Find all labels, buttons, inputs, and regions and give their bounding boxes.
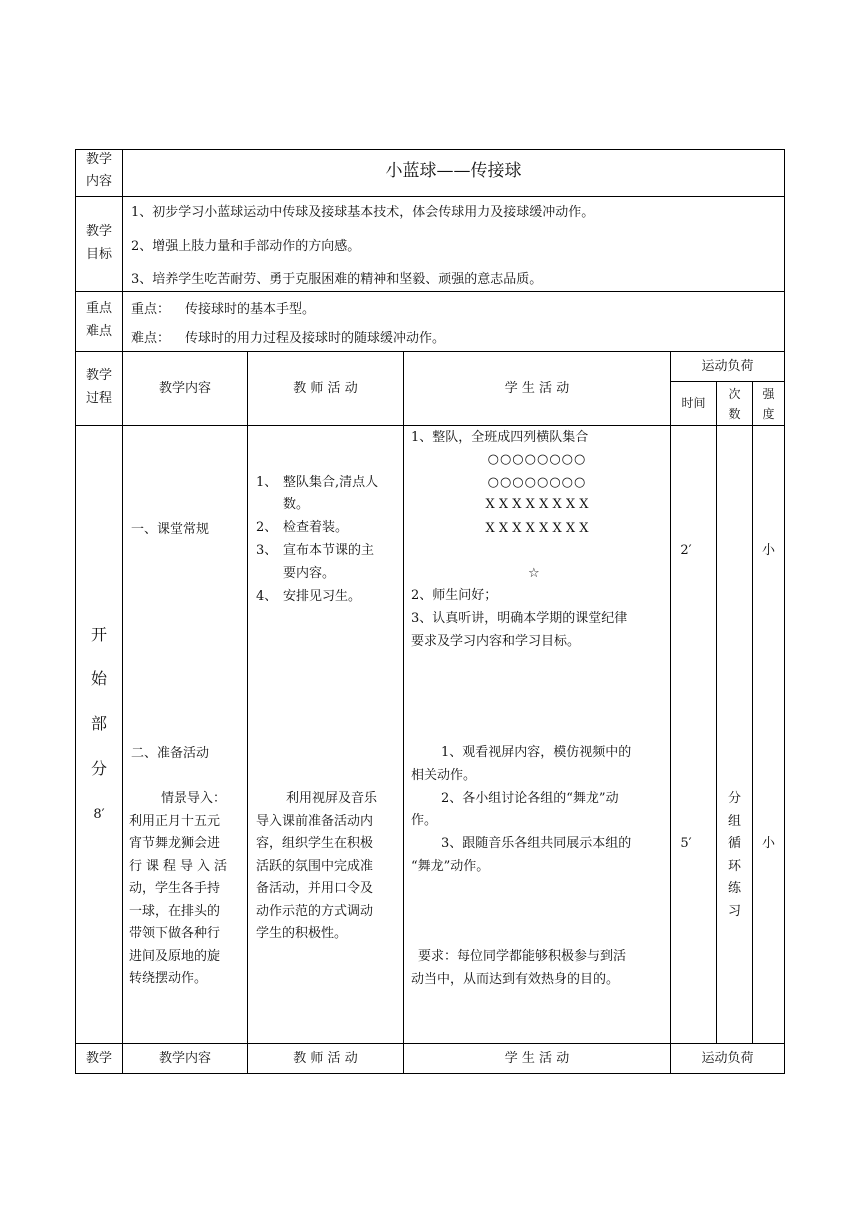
part2-student-line: 2、各小组讨论各组的“舞龙”动 <box>441 791 619 806</box>
part1-intensity: 小 <box>761 543 775 558</box>
part1-teacher-line: 要内容。 <box>283 566 336 581</box>
footer-label: 教学 <box>85 1051 112 1066</box>
part2-content-line: 转绕摆动作。 <box>129 971 208 986</box>
difficulty-text: 传球时的用力过程及接球时的随球缓冲动作。 <box>185 331 446 346</box>
process-label-line1: 教学 <box>85 368 112 383</box>
process-label-line2: 过程 <box>85 391 112 406</box>
col-header-count-1: 次 <box>728 387 741 401</box>
part1-student-line: 2、师生问好； <box>411 588 498 603</box>
col-header-load: 运动负荷 <box>701 359 754 374</box>
part2-teacher-line: 容，组织学生在积极 <box>256 836 374 851</box>
part1-content: 一、课堂常规 <box>131 522 210 537</box>
part2-student-line: 1、观看视屏内容，模仿视频中的 <box>441 745 632 760</box>
objectives-label-line1: 教学 <box>85 224 112 239</box>
col-header-intensity-1: 强 <box>762 387 775 401</box>
part2-teacher-line: 学生的积极性。 <box>256 926 348 941</box>
part1-time: 2′ <box>680 543 692 558</box>
part2-content-line: 动，学生各手持 <box>129 881 221 896</box>
part2-count-char: 练 <box>727 881 741 896</box>
part1-teacher-line: 数。 <box>283 497 310 512</box>
objective-item: 3、培养学生吃苦耐劳、勇于克服困难的精神和坚毅、顽强的意志品质。 <box>131 272 543 287</box>
part1-student-first: 1、整队，全班成四列横队集合 <box>411 430 589 445</box>
part2-content-line: 行课程导入活 <box>129 859 232 874</box>
part2-teacher-line: 动作示范的方式调动 <box>256 904 374 919</box>
section-char: 分 <box>90 759 107 778</box>
footer-col-load: 运动负荷 <box>701 1051 754 1066</box>
section-char: 始 <box>90 669 107 688</box>
lesson-title: 小蓝球——传接球 <box>385 161 522 181</box>
content-label-line2: 内容 <box>85 174 112 189</box>
objectives-label-line2: 目标 <box>85 247 112 262</box>
formation-row-circles: ○○○○○○○○ <box>487 452 587 467</box>
objective-item: 2、增强上肢力量和手部动作的方向感。 <box>131 239 361 254</box>
part1-teacher-num: 3、 <box>256 543 278 558</box>
part1-teacher-num: 1、 <box>256 475 278 490</box>
part1-student-line: 要求及学习内容和学习目标。 <box>411 634 581 649</box>
footer-col-content: 教学内容 <box>158 1051 211 1066</box>
part1-teacher-line: 整队集合,清点人 <box>283 475 379 490</box>
part1-teacher-num: 2、 <box>256 520 278 535</box>
footer-col-teacher: 教 师 活 动 <box>293 1051 358 1066</box>
part2-count-char: 环 <box>727 859 741 874</box>
part2-student-line: 相关动作。 <box>411 768 477 783</box>
part2-count-char: 循 <box>727 836 741 851</box>
objective-item: 1、初步学习小蓝球运动中传球及接球基本技术，体会传球用力及接球缓冲动作。 <box>131 205 595 220</box>
col-header-content: 教学内容 <box>158 381 211 396</box>
col-header-time: 时间 <box>681 396 706 410</box>
part2-time: 5′ <box>680 836 692 851</box>
formation-row-x: X X X X X X X X <box>485 521 589 536</box>
part2-teacher-line: 导入课前准备活动内 <box>256 814 374 829</box>
keypoints-label-line2: 难点 <box>85 324 112 339</box>
part2-teacher-line: 备活动，并用口令及 <box>256 881 374 896</box>
part2-count-char: 组 <box>727 814 741 829</box>
part2-student-line: “舞龙”动作。 <box>411 859 490 874</box>
footer-col-student: 学 生 活 动 <box>504 1051 570 1066</box>
part2-student-line: 3、跟随音乐各组共同展示本组的 <box>441 836 632 851</box>
keypoints-label-line1: 重点 <box>85 301 112 316</box>
part2-intensity: 小 <box>761 836 775 851</box>
key-point-text: 传接球时的基本手型。 <box>185 302 316 317</box>
part1-teacher-line: 安排见习生。 <box>283 589 362 604</box>
part2-content-title: 二、准备活动 <box>131 746 210 761</box>
section-duration: 8′ <box>93 807 105 822</box>
key-point-prefix: 重点： <box>131 302 171 317</box>
part2-requirement-line: 动当中，从而达到有效热身的目的。 <box>411 972 620 987</box>
part2-count-char: 分 <box>727 791 741 806</box>
section-char: 开 <box>90 625 107 644</box>
part2-count-char: 习 <box>727 904 741 919</box>
teacher-star-icon: ☆ <box>528 566 540 581</box>
part2-requirement-line: 要求：每位同学都能够积极参与到活 <box>418 949 627 964</box>
col-header-teacher: 教 师 活 动 <box>293 381 358 396</box>
part1-teacher-line: 检查着装。 <box>283 520 349 535</box>
part2-student-line: 作。 <box>411 813 438 828</box>
part2-content-line: 进间及原地的旋 <box>129 949 221 964</box>
part2-content-line: 宵节舞龙狮会进 <box>129 836 221 851</box>
col-header-student: 学 生 活 动 <box>504 381 570 396</box>
part1-student-line: 3、认真听讲，明确本学期的课堂纪律 <box>411 611 628 626</box>
section-char: 部 <box>90 714 107 733</box>
part2-content-line: 一球，在排头的 <box>129 904 221 919</box>
part1-teacher-num: 4、 <box>256 589 278 604</box>
part2-content-line: 利用正月十五元 <box>129 814 221 829</box>
part2-teacher-line: 利用视屏及音乐 <box>286 791 378 806</box>
col-header-intensity-2: 度 <box>762 407 775 421</box>
part2-content-line: 情景导入： <box>161 791 227 806</box>
part2-teacher-line: 活跃的氛围中完成准 <box>256 859 374 874</box>
difficulty-prefix: 难点： <box>131 331 171 346</box>
formation-row-x: X X X X X X X X <box>485 497 589 512</box>
part1-teacher-line: 宣布本节课的主 <box>283 543 375 558</box>
part2-content-line: 带领下做各种行 <box>129 926 221 941</box>
col-header-count-2: 数 <box>728 407 741 421</box>
content-label-line1: 教学 <box>85 152 112 167</box>
formation-row-circles: ○○○○○○○○ <box>487 475 587 490</box>
